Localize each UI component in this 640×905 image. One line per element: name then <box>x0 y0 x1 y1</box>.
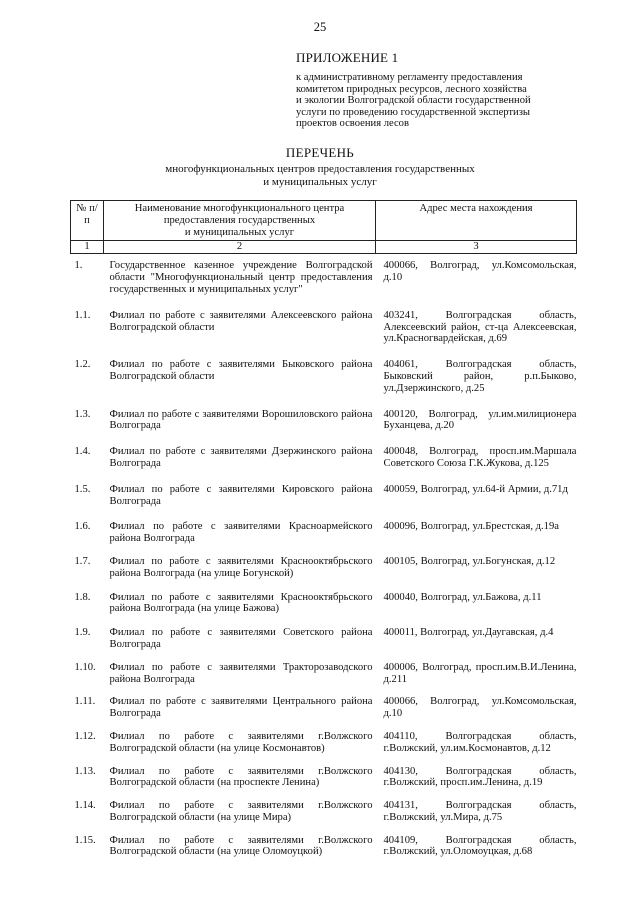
row-name: Филиал по работе с заявителями г.Волжского Волгоградской области (на проспекте Ленина) <box>109 765 373 789</box>
row-name: Филиал по работе с заявителями Тракторозаводского района Волгограда <box>109 661 373 685</box>
table-row <box>71 432 577 470</box>
row-address: 404109, Волгоградская область, г.Волжский, ул.Оломоуцкая, д.68 <box>383 834 577 858</box>
list-subtitle: многофункциональных центров предоставления государственных и муниципальных услуг <box>165 163 475 188</box>
row-name: Государственное казенное учреждение Волгоградской области "Многофункциональный центр предоставления государственных и муниципальных услуг" <box>109 260 373 295</box>
table-row <box>71 720 577 755</box>
header-name: Наименование многофункционального центра предоставления государственных и муниципальных услуг <box>104 201 376 241</box>
row-name: Филиал по работе с заявителями Красноармейского района Волгограда <box>109 521 373 545</box>
row-number: 1.10. <box>74 661 96 673</box>
table-row <box>71 824 577 859</box>
row-address: 400066, Волгоград, ул.Комсомольская, д.10 <box>383 696 577 720</box>
page-number: 25 <box>313 20 327 34</box>
row-address: 400096, Волгоград, ул.Брестская, д.19а <box>383 521 559 533</box>
row-number: 1.6. <box>74 521 91 533</box>
table-row <box>71 345 577 394</box>
appendix-description: к административному регламенту предоставления комитетом природных ресурсов, лесного хозяйства и экологии Волгоградской области государственной услуги по проведению государственной экспертизы проектов освоения лесов <box>296 72 531 130</box>
table-row <box>71 507 577 545</box>
table-row <box>71 296 577 345</box>
appendix-title: ПРИЛОЖЕНИЕ 1 <box>296 50 399 65</box>
row-name: Филиал по работе с заявителями Ворошиловского района Волгограда <box>109 408 373 432</box>
table-row <box>71 470 577 508</box>
column-number: 2 <box>104 241 376 254</box>
row-number: 1.4. <box>74 446 91 458</box>
row-number: 1.15. <box>74 834 96 846</box>
row-address: 400040, Волгоград, ул.Бажова, д.11 <box>383 591 542 603</box>
row-number: 1.9. <box>74 627 91 639</box>
table-row <box>71 254 577 296</box>
row-address: 400048, Волгоград, просп.им.Маршала Советского Союза Г.К.Жукова, д.125 <box>383 446 577 469</box>
row-name: Филиал по работе с заявителями Кировского района Волгограда <box>109 483 373 507</box>
row-number: 1.14. <box>74 800 96 812</box>
row-name: Филиал по работе с заявителями Дзержинского района Волгограда <box>109 446 373 469</box>
row-address: 400059, Волгоград, ул.64-й Армии, д.71д <box>383 483 568 495</box>
row-number: 1.8. <box>74 591 91 603</box>
row-name: Филиал по работе с заявителями Быковского района Волгоградской области <box>109 359 373 382</box>
header-num: № п/п <box>71 201 104 241</box>
row-address: 400120, Волгоград, ул.им.милиционера Буханцева, д.20 <box>383 408 577 432</box>
row-number: 1.12. <box>74 730 96 742</box>
row-number: 1. <box>74 260 83 272</box>
list-title: ПЕРЕЧЕНЬ <box>285 145 355 160</box>
table-row <box>71 755 577 790</box>
appendix-block <box>296 50 586 130</box>
table-row <box>71 615 577 651</box>
row-name: Филиал по работе с заявителями г.Волжского Волгоградской области (на улице Мира) <box>109 800 373 823</box>
row-number: 1.7. <box>74 555 91 567</box>
table-header-row <box>71 201 577 241</box>
row-address: 404061, Волгоградская область, Быковский район, р.п.Быково, ул.Дзержинского, д.25 <box>383 359 577 394</box>
mfc-table <box>70 200 577 858</box>
table-row <box>71 580 577 616</box>
row-name: Филиал по работе с заявителями Краснооктябрьского района Волгограда (на улице Богунской) <box>109 555 373 579</box>
row-address: 403241, Волгоградская область, Алексеевский район, ст-ца Алексеевская, ул.Красногвардейская, д.69 <box>383 309 577 345</box>
row-address: 400011, Волгоград, ул.Даугавская, д.4 <box>383 627 554 639</box>
column-numbers-row <box>71 241 577 254</box>
row-address: 404130, Волгоградская область, г.Волжский, просп.им.Ленина, д.19 <box>383 765 577 789</box>
row-name: Филиал по работе с заявителями Алексеевского района Волгоградской области <box>109 309 373 333</box>
column-number: 3 <box>376 241 577 254</box>
row-number: 1.2. <box>74 359 91 371</box>
row-address: 400066, Волгоград, ул.Комсомольская, д.10 <box>383 260 577 284</box>
row-number: 1.5. <box>74 483 91 495</box>
header-address: Адрес места нахождения <box>376 201 577 241</box>
table-row <box>71 651 577 686</box>
table-row <box>71 789 577 824</box>
row-number: 1.3. <box>74 408 91 420</box>
row-number: 1.1. <box>74 309 91 321</box>
row-address: 400105, Волгоград, ул.Богунская, д.12 <box>383 555 556 567</box>
row-name: Филиал по работе с заявителями Центрального района Волгограда <box>109 696 373 720</box>
row-name: Филиал по работе с заявителями г.Волжского Волгоградской области (на улице Оломоуцкой) <box>109 834 373 858</box>
table-row <box>71 545 577 580</box>
table-row <box>71 685 577 720</box>
row-name: Филиал по работе с заявителями г.Волжского Волгоградской области (на улице Космонавтов) <box>109 730 373 754</box>
column-number: 1 <box>71 241 104 254</box>
row-address: 400006, Волгоград, просп.им.В.И.Ленина, д.211 <box>383 661 577 685</box>
row-address: 404110, Волгоградская область, г.Волжский, ул.им.Космонавтов, д.12 <box>383 730 577 754</box>
row-name: Филиал по работе с заявителями Советского района Волгограда <box>109 627 373 650</box>
row-address: 404131, Волгоградская область, г.Волжский, ул.Мира, д.75 <box>383 800 577 823</box>
row-number: 1.13. <box>74 765 96 777</box>
row-number: 1.11. <box>74 696 96 708</box>
row-name: Филиал по работе с заявителями Краснооктябрьского района Волгограда (на улице Бажова) <box>109 591 373 615</box>
table-row <box>71 395 577 433</box>
